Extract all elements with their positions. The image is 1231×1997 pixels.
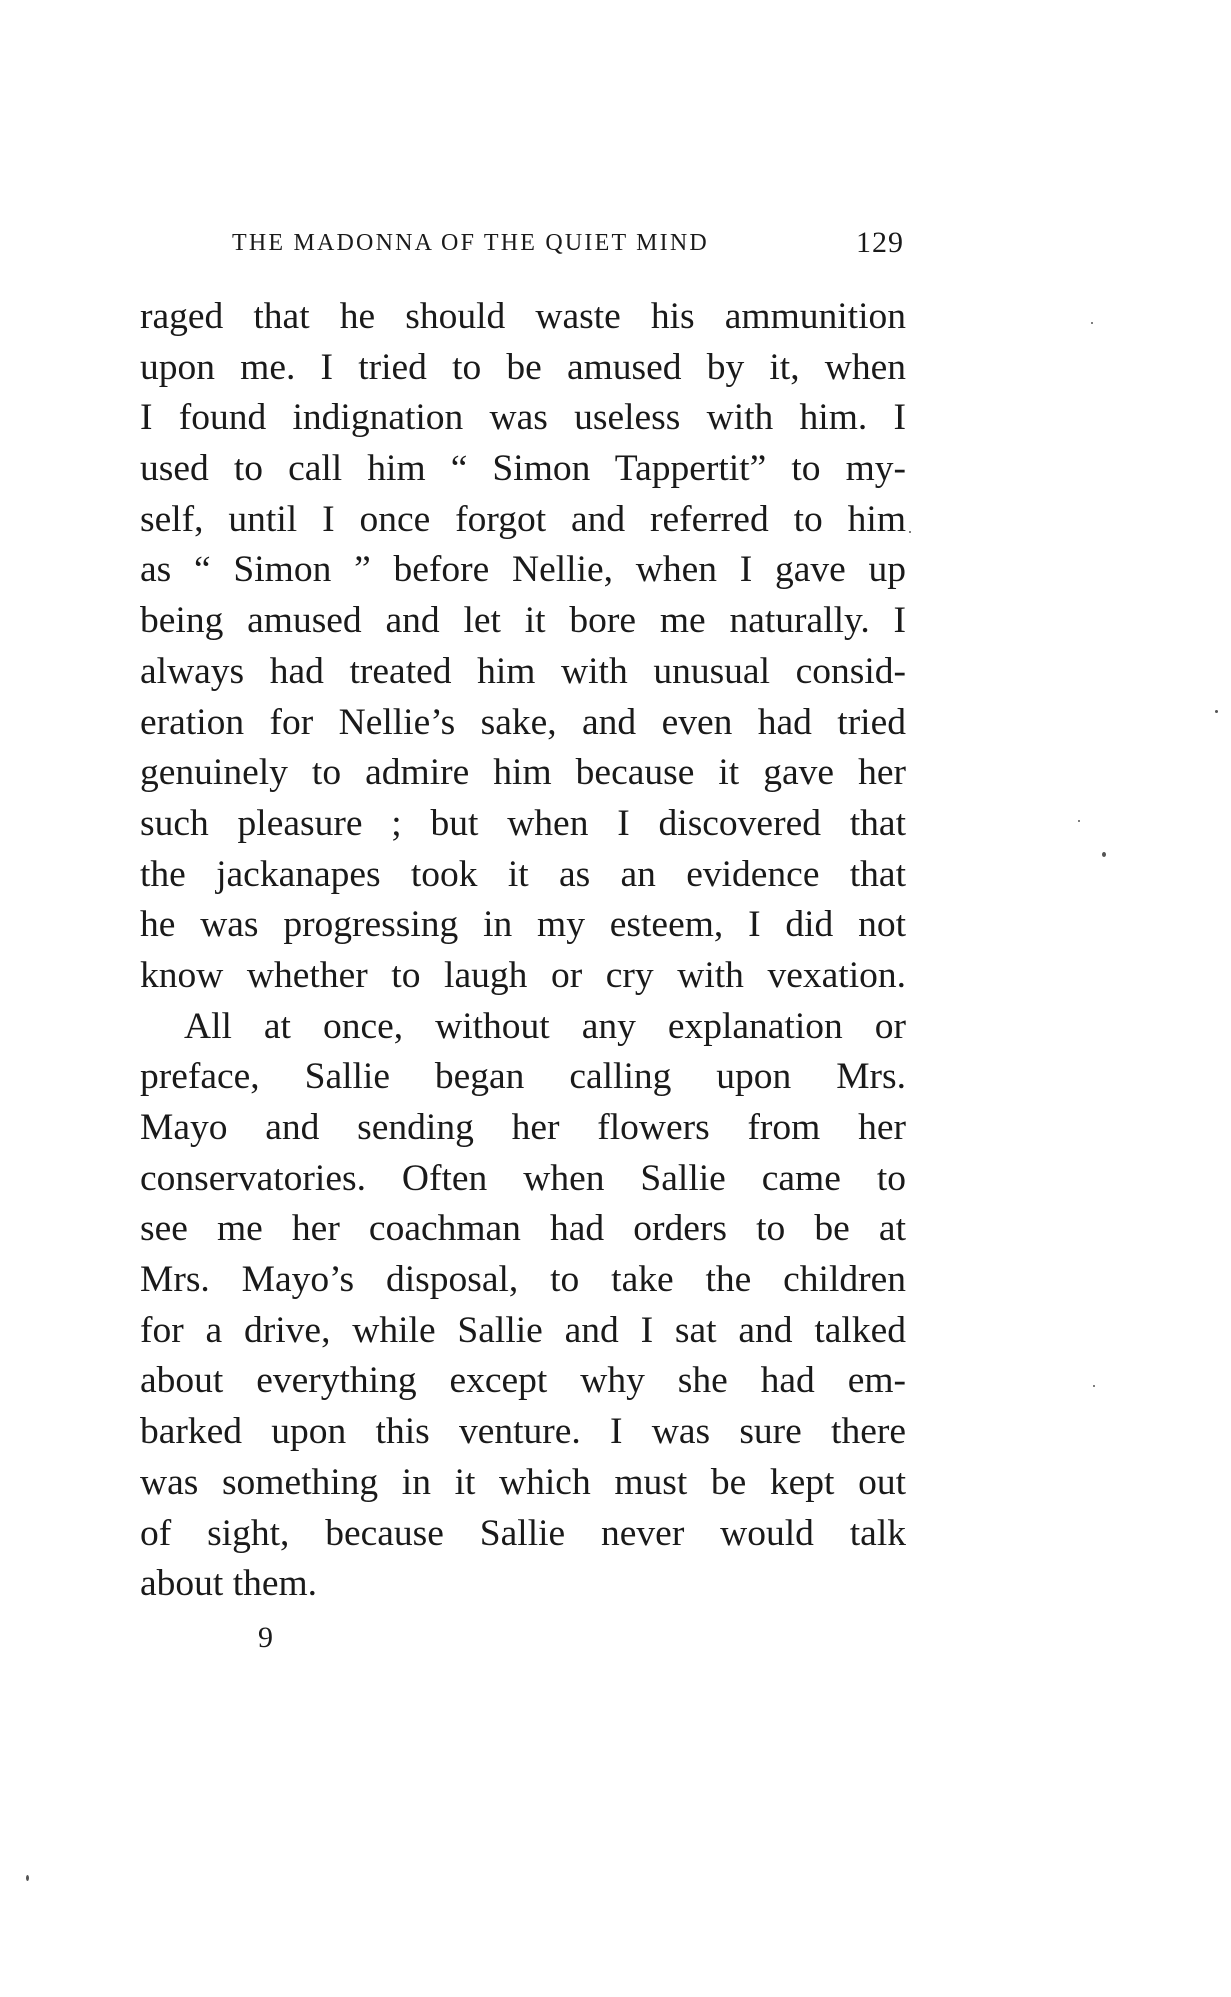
text-line: about everything except why she had em- <box>140 1360 906 1402</box>
text-line: about them. <box>140 1563 318 1605</box>
running-head <box>232 226 904 266</box>
text-line: the jackanapes took it as an evidence that <box>140 853 906 895</box>
page-number: 129 <box>856 226 904 259</box>
text-line: raged that he should waste his ammunition <box>140 296 906 337</box>
text-line: upon me. I tried to be amused by it, when <box>140 346 906 388</box>
text-line: preface, Sallie began calling upon Mrs. <box>140 1056 906 1098</box>
scan-speck <box>1093 1385 1095 1387</box>
signature-mark: 9 <box>258 1621 273 1654</box>
scan-speck <box>1215 710 1218 713</box>
text-line: Mayo and sending her flowers from her <box>140 1107 906 1148</box>
text-line: I found indignation was useless with him. I <box>140 397 906 439</box>
text-line: always had treated him with unusual consid- <box>140 650 906 692</box>
text-line: such pleasure ; but when I discovered that <box>140 802 906 844</box>
text-line: barked upon this venture. I was sure there <box>140 1411 906 1453</box>
text-line: eration for Nellie’s sake, and even had tried <box>140 701 906 743</box>
text-line: genuinely to admire him because it gave her <box>140 752 906 794</box>
text-line: know whether to laugh or cry with vexation. <box>140 954 906 996</box>
text-line: being amused and let it bore me naturally. I <box>140 600 906 642</box>
text-line: as “ Simon ” before Nellie, when I gave up <box>140 549 906 591</box>
text-line: of sight, because Sallie never would talk <box>140 1512 906 1554</box>
scan-speck <box>909 531 911 533</box>
text-line: used to call him “ Simon Tappertit” to my- <box>140 448 906 490</box>
text-line: was something in it which must be kept out <box>140 1461 906 1503</box>
scan-speck <box>1091 322 1093 324</box>
text-line: conservatories. Often when Sallie came to <box>140 1157 906 1199</box>
running-title: THE MADONNA OF THE QUIET MIND <box>232 230 709 256</box>
scan-speck <box>26 1875 29 1881</box>
text-line: Mrs. Mayo’s disposal, to take the children <box>140 1259 906 1301</box>
scan-speck <box>1102 852 1106 857</box>
text-line: for a drive, while Sallie and I sat and talked <box>140 1309 906 1351</box>
body-text <box>140 292 906 1610</box>
text-line: self, until I once forgot and referred to him <box>140 498 906 540</box>
scan-speck <box>1078 820 1080 822</box>
text-line: see me her coachman had orders to be at <box>140 1208 906 1250</box>
paragraph-first-line: All at once, without any explanation or <box>184 1005 906 1047</box>
text-line: he was progressing in my esteem, I did not <box>140 904 906 946</box>
